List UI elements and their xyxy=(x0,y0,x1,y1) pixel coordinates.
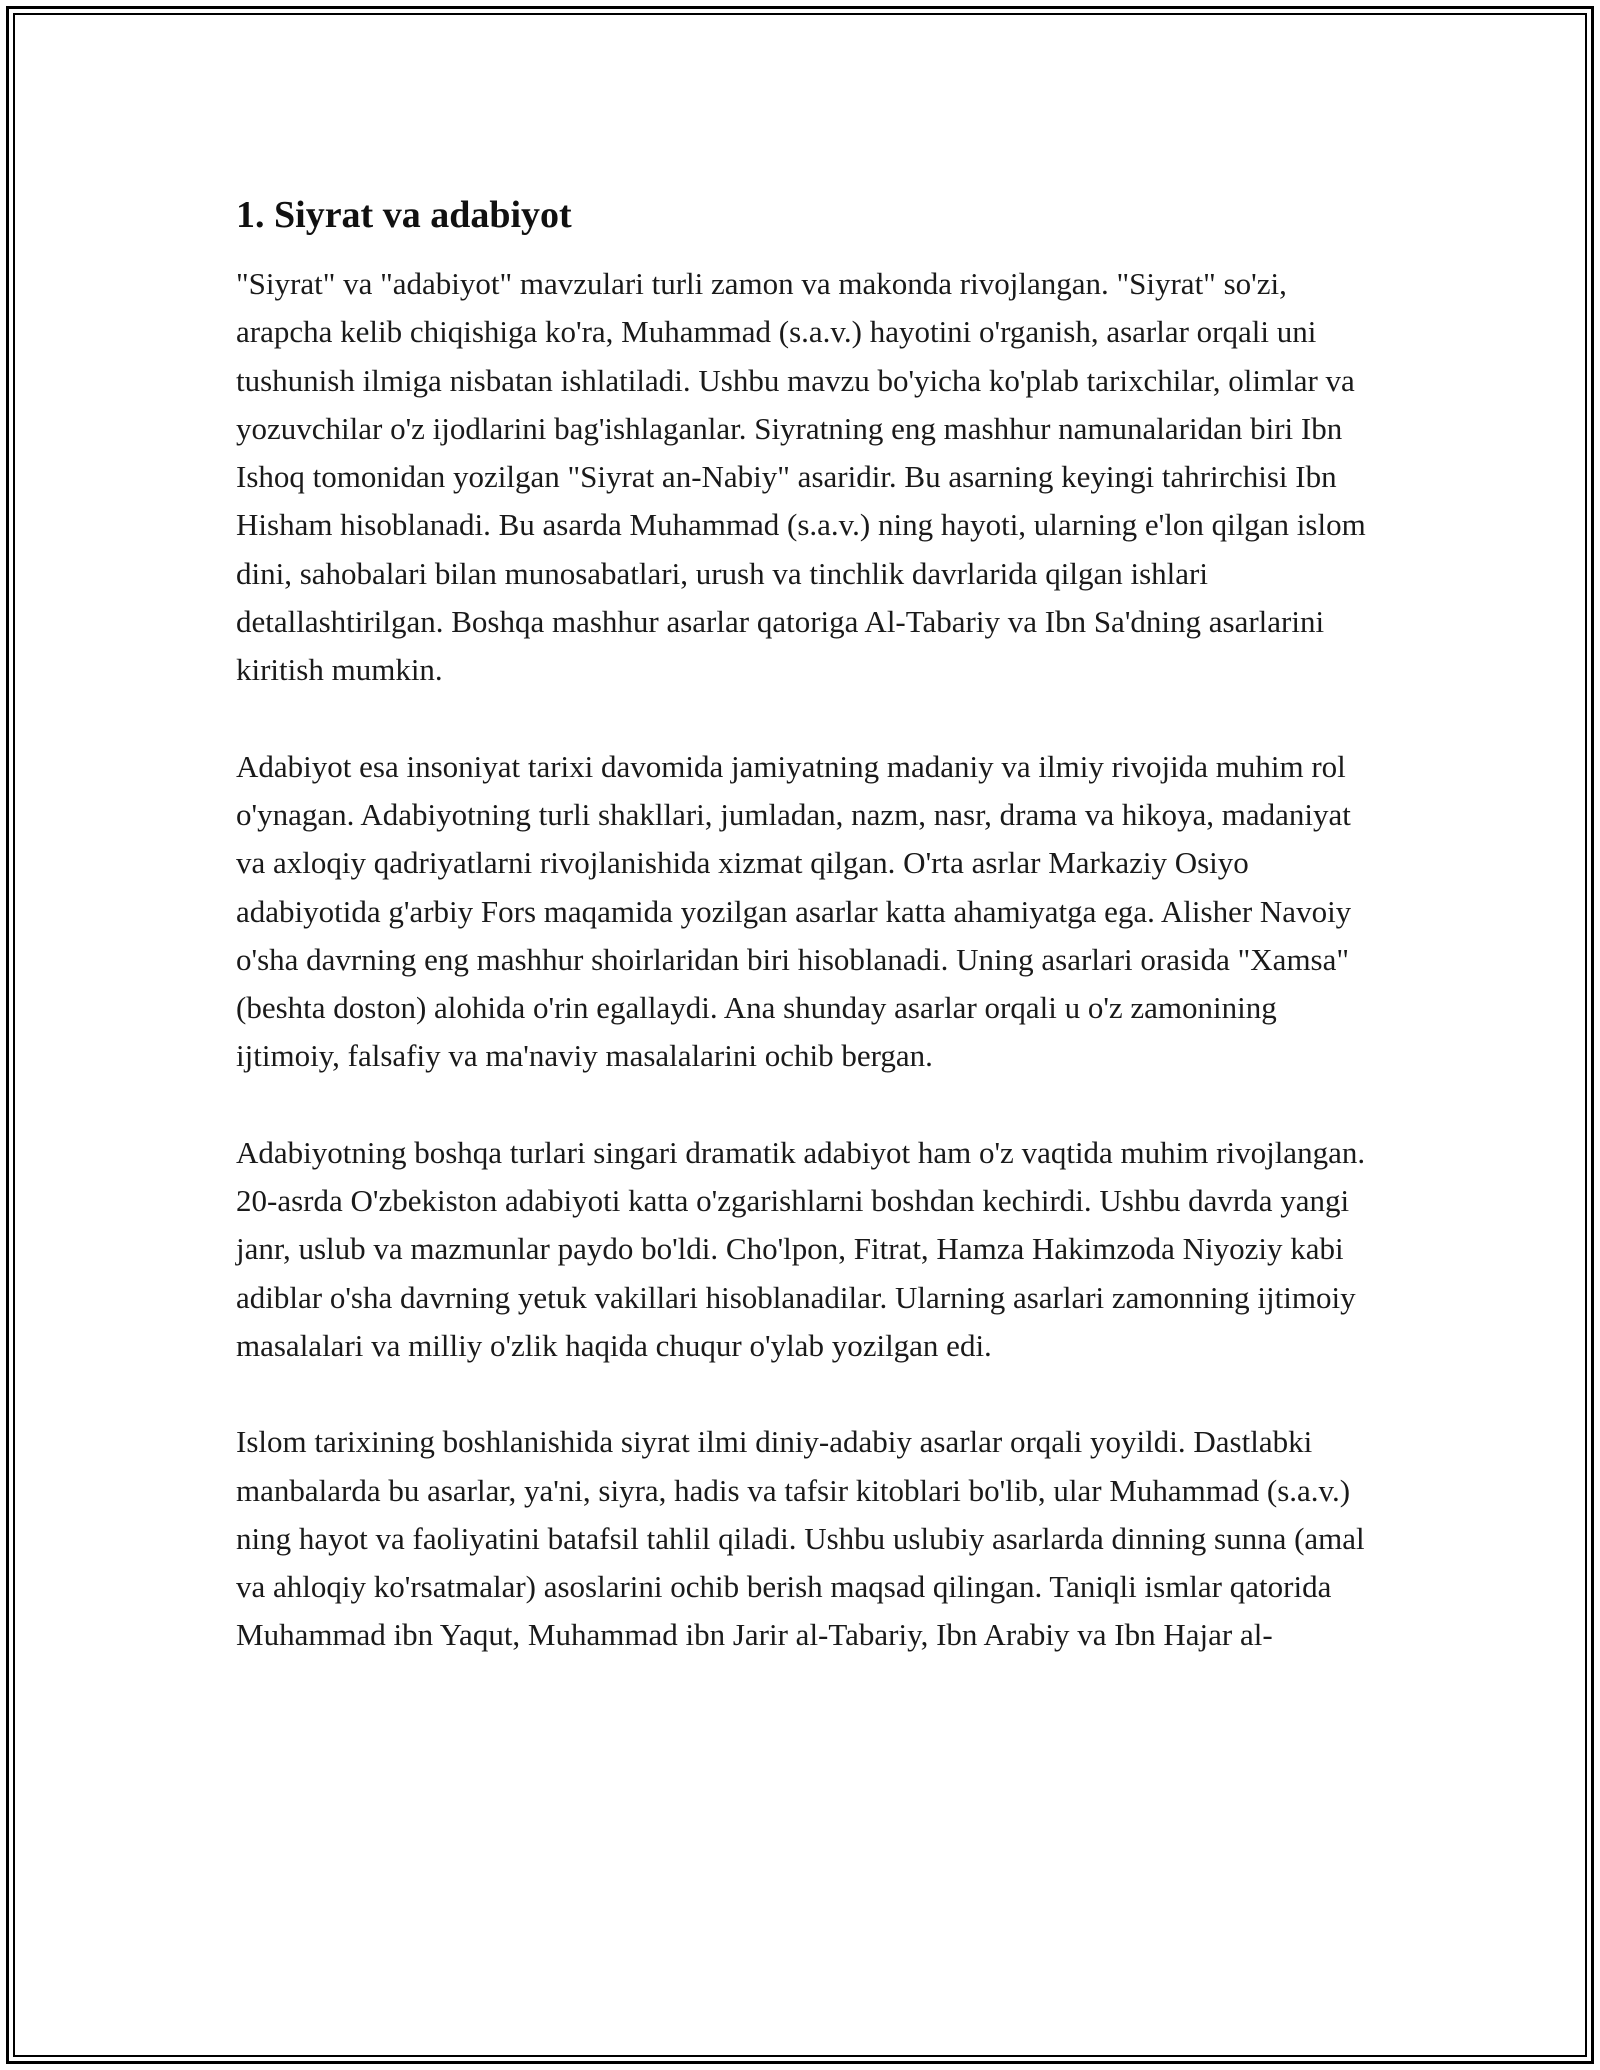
paragraph-4: Islom tarixining boshlanishida siyrat ilmi diniy-adabiy asarlar orqali yoyildi. Dastlabki manbalarda bu asarlar, ya'ni, siyra, hadis va tafsir kitoblari bo'lib, ular Muhammad (s.a.v.) ning hayot va faoliyatini batafsil tahlil qiladi. Ushbu uslubiy asarlarda dinning sunna (amal va ahloqiy ko'rsatmalar) asoslarini ochib berish maqsad qilingan. Taniqli ismlar qatorida Muhammad ibn Yaqut, Muhammad ibn Jarir al-Tabariy, Ibn Arabiy va Ibn Hajar al- xyxy=(236,1424,1365,1653)
section-heading: 1. Siyrat va adabiyot xyxy=(236,194,572,236)
paragraph-1: "Siyrat" va "adabiyot" mavzulari turli zamon va makonda rivojlangan. "Siyrat" so'zi, arapcha kelib chiqishiga ko'ra, Muhammad (s.a.v.) hayotini o'rganish, asarlar orqali uni tushunish ilmiga nisbatan ishlatiladi. Ushbu mavzu bo'yicha ko'plab tarixchilar, olimlar va yozuvchilar o'z ijodlarini bag'ishlaganlar. Siyratning eng mashhur namunalaridan biri Ibn Ishoq tomonidan yozilgan "Siyrat an-Nabiy" asaridir. Bu asarning keyingi tahrirchisi Ibn Hisham hisoblanadi. Bu asarda Muhammad (s.a.v.) ning hayoti, ularning e'lon qilgan islom dini, sahobalari bilan munosabatlari, urush va tinchlik davrlarida qilgan ishlari detallashtirilgan. Boshqa mashhur asarlar qatoriga Al-Tabariy va Ibn Sa'dning asarlarini kiritish mumkin. xyxy=(236,266,1366,688)
document-body xyxy=(236,190,1386,1660)
paragraph-2: Adabiyot esa insoniyat tarixi davomida jamiyatning madaniy va ilmiy rivojida muhim rol o'ynagan. Adabiyotning turli shakllari, jumladan, nazm, nasr, drama va hikoya, madaniyat va axloqiy qadriyatlarni rivojlanishida xizmat qilgan. O'rta asrlar Markaziy Osiyo adabiyotida g'arbiy Fors maqamida yozilgan asarlar katta ahamiyatga ega. Alisher Navoiy o'sha davrning eng mashhur shoirlaridan biri hisoblanadi. Uning asarlari orasida "Xamsa" (beshta doston) alohida o'rin egallaydi. Ana shunday asarlar orqali u o'z zamonining ijtimoiy, falsafiy va ma'naviy masalalarini ochib bergan. xyxy=(236,748,1352,1074)
paragraph-3: Adabiyotning boshqa turlari singari dramatik adabiyot ham o'z vaqtida muhim rivojlangan. 20-asrda O'zbekiston adabiyoti katta o'zgarishlarni boshdan kechirdi. Ushbu davrda yangi janr, uslub va mazmunlar paydo bo'ldi. Cho'lpon, Fitrat, Hamza Hakimzoda Niyoziy kabi adiblar o'sha davrning yetuk vakillari hisoblanadilar. Ularning asarlari zamonning ijtimoiy masalalari va milliy o'zlik haqida chuqur o'ylab yozilgan edi. xyxy=(236,1134,1366,1363)
